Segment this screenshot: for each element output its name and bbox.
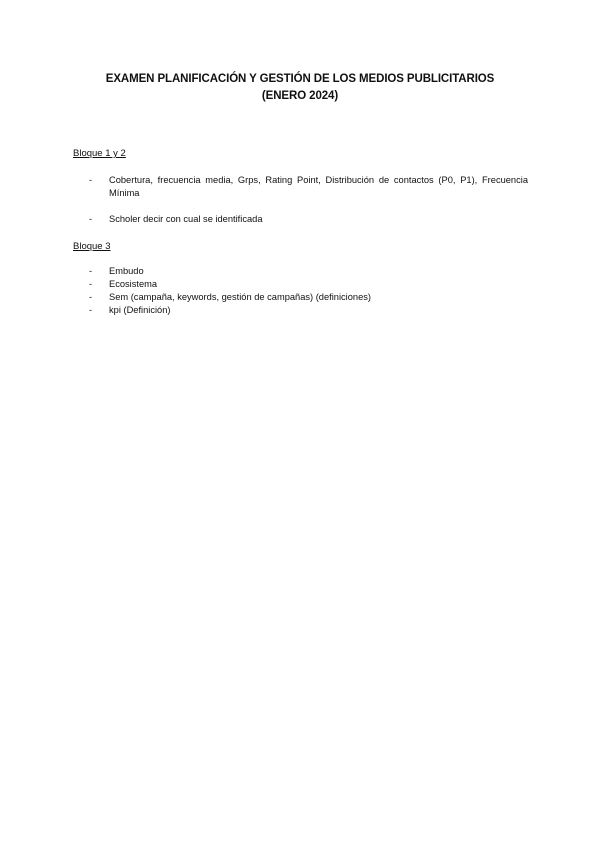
bullet-dash: -: [89, 214, 93, 224]
list-item: [73, 265, 528, 278]
list-item-text: kpi (Definición): [109, 305, 171, 315]
list-item-text: Sem (campaña, keywords, gestión de campañas) (definiciones): [109, 292, 371, 302]
list-item: [73, 174, 528, 200]
list-item-text: Embudo: [109, 266, 144, 276]
list-item: [73, 291, 528, 304]
list-item: [73, 213, 528, 226]
list-item-text: Cobertura, frecuencia media, Grps, Rating Point, Distribución de contactos (P0, P1), Frecuencia Mínima: [109, 175, 528, 198]
bullet-dash: -: [89, 305, 93, 315]
bullet-dash: -: [89, 292, 93, 302]
document-title: [60, 71, 540, 105]
section-list-bloque-1-2: [73, 174, 528, 226]
section-heading-bloque-1-2: Bloque 1 y 2: [73, 148, 126, 159]
bullet-dash: -: [89, 279, 93, 289]
title-line-1: EXAMEN PLANIFICACIÓN Y GESTIÓN DE LOS MEDIOS PUBLICITARIOS: [105, 73, 495, 85]
bullet-dash: -: [89, 266, 93, 276]
list-item-text: Ecosistema: [109, 279, 158, 289]
list-item: [73, 304, 528, 317]
list-item-text: Scholer decir con cual se identificada: [109, 214, 263, 224]
section-heading-bloque-3: Bloque 3: [73, 241, 111, 252]
section-list-bloque-3: [73, 265, 528, 317]
title-line-2: (ENERO 2024): [261, 90, 339, 102]
bullet-dash: -: [89, 175, 93, 185]
list-item: [73, 278, 528, 291]
